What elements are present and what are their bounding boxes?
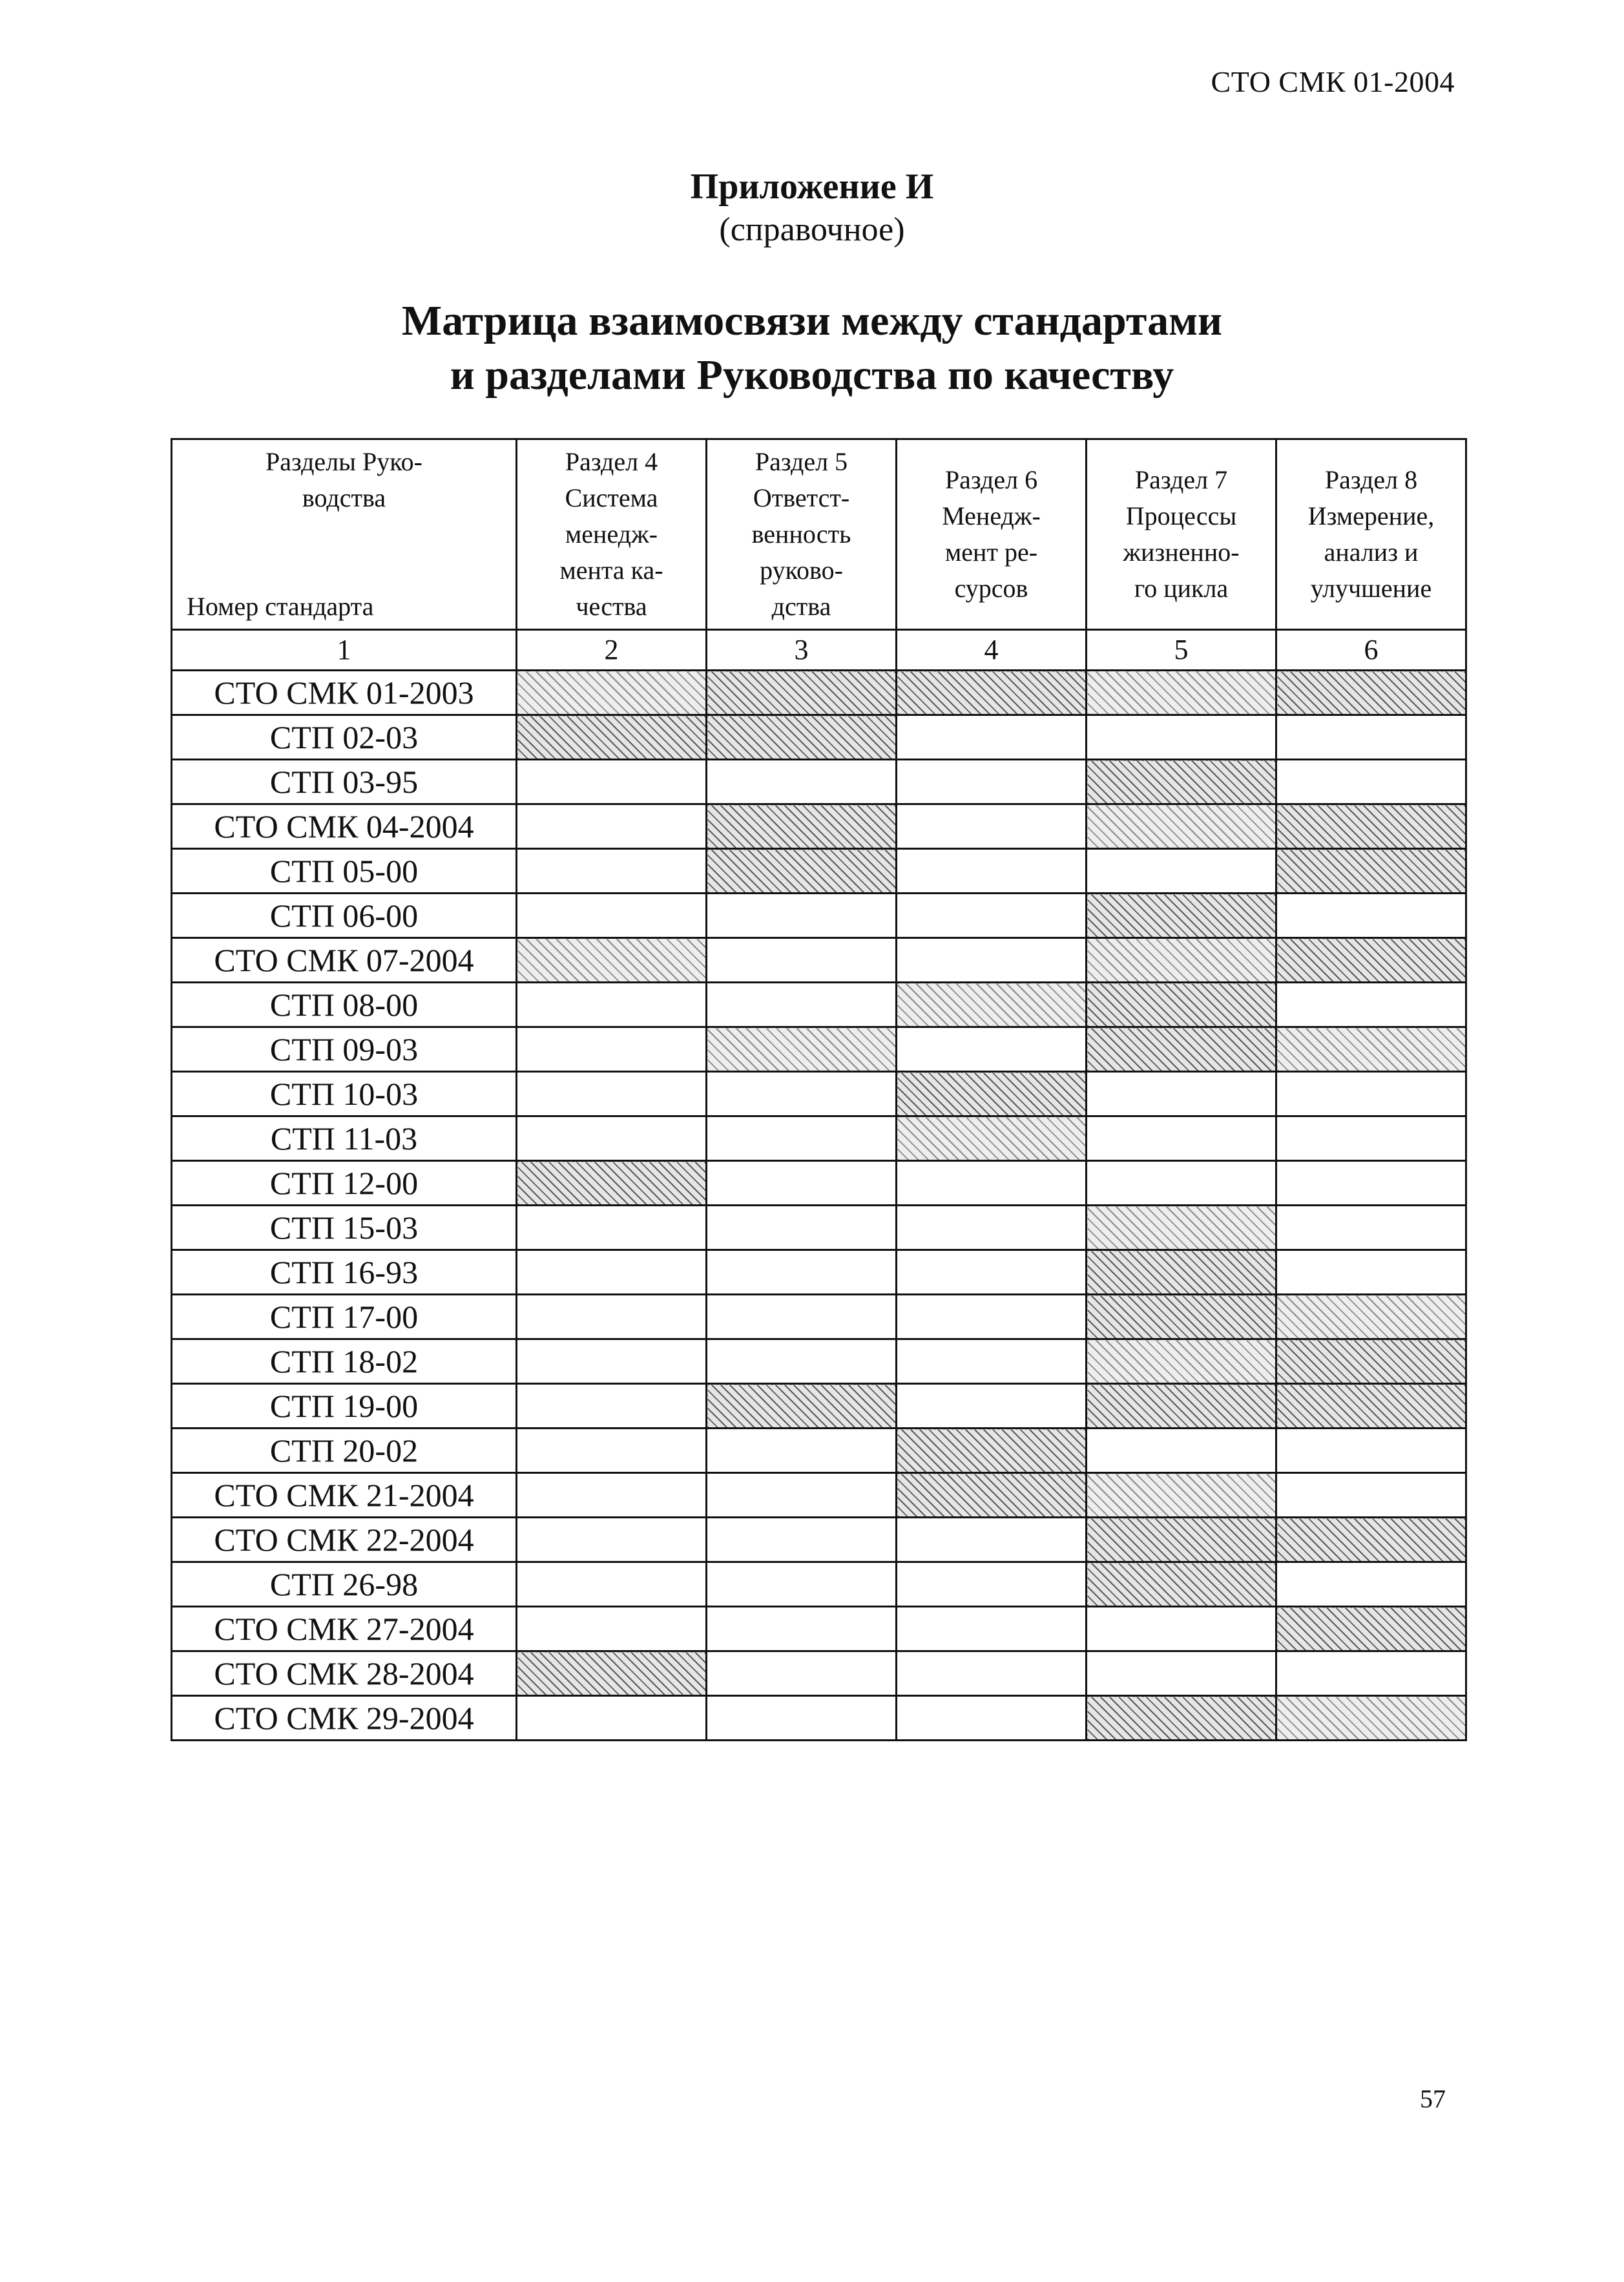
section-header-cell	[1087, 439, 1276, 630]
column-number: 5	[1087, 630, 1276, 671]
empty-relation-cell	[707, 1518, 897, 1562]
empty-relation-cell	[707, 1072, 897, 1116]
table-row	[172, 1518, 1466, 1562]
table-row	[172, 938, 1466, 983]
empty-relation-cell	[897, 1696, 1087, 1741]
empty-relation-cell	[1276, 1473, 1466, 1518]
section-header-cell	[897, 439, 1087, 630]
marked-relation-cell	[1276, 1384, 1466, 1429]
empty-relation-cell	[1276, 1161, 1466, 1206]
table-row	[172, 715, 1466, 760]
column-number: 3	[707, 630, 897, 671]
empty-relation-cell	[897, 1161, 1087, 1206]
standard-number-cell: СТП 11-03	[172, 1116, 517, 1161]
empty-relation-cell	[517, 894, 707, 938]
standard-number-cell: СТО СМК 04-2004	[172, 804, 517, 849]
empty-relation-cell	[1087, 1072, 1276, 1116]
standard-number-cell: СТП 12-00	[172, 1161, 517, 1206]
standard-number-cell: СТП 18-02	[172, 1339, 517, 1384]
marked-relation-cell	[1087, 1250, 1276, 1295]
empty-relation-cell	[897, 760, 1087, 804]
standard-number-cell: СТО СМК 28-2004	[172, 1651, 517, 1696]
matrix-title-line-2: и разделами Руководства по качеству	[450, 351, 1174, 399]
table-row	[172, 1696, 1466, 1741]
table-row	[172, 1651, 1466, 1696]
marked-relation-cell	[517, 938, 707, 983]
standard-number-cell: СТП 09-03	[172, 1027, 517, 1072]
marked-relation-cell	[1087, 1473, 1276, 1518]
appendix-heading	[0, 165, 1624, 251]
standard-number-cell: СТП 10-03	[172, 1072, 517, 1116]
empty-relation-cell	[517, 1562, 707, 1607]
marked-relation-cell	[897, 1429, 1087, 1473]
table-row	[172, 1250, 1466, 1295]
table-row	[172, 671, 1466, 715]
standard-number-cell: СТП 05-00	[172, 849, 517, 894]
empty-relation-cell	[897, 938, 1087, 983]
table-row	[172, 1429, 1466, 1473]
table-row	[172, 1027, 1466, 1072]
matrix-title-line-1: Матрица взаимосвязи между стандартами	[401, 297, 1223, 344]
marked-relation-cell	[897, 1072, 1087, 1116]
corner-standard-label: Номер стандарта	[187, 592, 374, 621]
standard-number-cell: СТП 03-95	[172, 760, 517, 804]
marked-relation-cell	[517, 715, 707, 760]
empty-relation-cell	[1087, 1651, 1276, 1696]
marked-relation-cell	[1087, 983, 1276, 1027]
marked-relation-cell	[1087, 1027, 1276, 1072]
standard-number-cell: СТП 26-98	[172, 1562, 517, 1607]
empty-relation-cell	[1276, 1206, 1466, 1250]
table-row	[172, 1295, 1466, 1339]
section-header-label: Раздел 4 Система менедж- мента ка- чества	[559, 447, 663, 621]
empty-relation-cell	[517, 983, 707, 1027]
empty-relation-cell	[517, 1072, 707, 1116]
marked-relation-cell	[1087, 1295, 1276, 1339]
empty-relation-cell	[897, 804, 1087, 849]
empty-relation-cell	[517, 1696, 707, 1741]
marked-relation-cell	[1087, 1518, 1276, 1562]
marked-relation-cell	[1087, 938, 1276, 983]
table-header-row	[172, 439, 1466, 630]
empty-relation-cell	[897, 1206, 1087, 1250]
table-row	[172, 1161, 1466, 1206]
empty-relation-cell	[897, 1339, 1087, 1384]
marked-relation-cell	[1276, 1339, 1466, 1384]
standard-number-cell: СТП 17-00	[172, 1295, 517, 1339]
marked-relation-cell	[897, 671, 1087, 715]
marked-relation-cell	[1087, 1339, 1276, 1384]
empty-relation-cell	[517, 1295, 707, 1339]
marked-relation-cell	[1087, 671, 1276, 715]
marked-relation-cell	[897, 1473, 1087, 1518]
marked-relation-cell	[707, 804, 897, 849]
table-row	[172, 1384, 1466, 1429]
marked-relation-cell	[517, 671, 707, 715]
empty-relation-cell	[517, 760, 707, 804]
table-row	[172, 1562, 1466, 1607]
table-row	[172, 1072, 1466, 1116]
marked-relation-cell	[1087, 894, 1276, 938]
section-header-label: Раздел 5 Ответст- венность руково- дства	[751, 447, 851, 621]
empty-relation-cell	[1087, 1116, 1276, 1161]
standard-number-cell: СТО СМК 27-2004	[172, 1607, 517, 1651]
empty-relation-cell	[897, 849, 1087, 894]
table-row	[172, 804, 1466, 849]
empty-relation-cell	[517, 1116, 707, 1161]
table-row	[172, 849, 1466, 894]
marked-relation-cell	[897, 1116, 1087, 1161]
empty-relation-cell	[897, 1518, 1087, 1562]
marked-relation-cell	[1276, 1518, 1466, 1562]
empty-relation-cell	[707, 1116, 897, 1161]
marked-relation-cell	[707, 1027, 897, 1072]
empty-relation-cell	[707, 1696, 897, 1741]
empty-relation-cell	[517, 1607, 707, 1651]
standard-number-cell: СТП 02-03	[172, 715, 517, 760]
marked-relation-cell	[707, 1384, 897, 1429]
marked-relation-cell	[517, 1161, 707, 1206]
column-number: 4	[897, 630, 1087, 671]
empty-relation-cell	[517, 1339, 707, 1384]
empty-relation-cell	[897, 1607, 1087, 1651]
empty-relation-cell	[1276, 1651, 1466, 1696]
empty-relation-cell	[1276, 1072, 1466, 1116]
table-row	[172, 1116, 1466, 1161]
empty-relation-cell	[707, 1607, 897, 1651]
column-number-row	[172, 630, 1466, 671]
empty-relation-cell	[897, 1250, 1087, 1295]
matrix-body	[172, 671, 1466, 1741]
corner-header-cell	[172, 439, 517, 630]
marked-relation-cell	[707, 849, 897, 894]
standard-number-cell: СТО СМК 21-2004	[172, 1473, 517, 1518]
standard-number-cell: СТП 08-00	[172, 983, 517, 1027]
table-row	[172, 1473, 1466, 1518]
table-row	[172, 983, 1466, 1027]
empty-relation-cell	[897, 1027, 1087, 1072]
empty-relation-cell	[707, 1429, 897, 1473]
empty-relation-cell	[1276, 1116, 1466, 1161]
empty-relation-cell	[897, 1562, 1087, 1607]
empty-relation-cell	[707, 938, 897, 983]
empty-relation-cell	[707, 1295, 897, 1339]
empty-relation-cell	[517, 1429, 707, 1473]
empty-relation-cell	[707, 1339, 897, 1384]
empty-relation-cell	[1276, 1429, 1466, 1473]
empty-relation-cell	[707, 1651, 897, 1696]
marked-relation-cell	[707, 715, 897, 760]
standards-matrix-table	[171, 438, 1467, 1741]
standard-number-cell: СТО СМК 29-2004	[172, 1696, 517, 1741]
empty-relation-cell	[707, 1473, 897, 1518]
empty-relation-cell	[1087, 1429, 1276, 1473]
marked-relation-cell	[1276, 1295, 1466, 1339]
standard-number-cell: СТП 15-03	[172, 1206, 517, 1250]
marked-relation-cell	[517, 1651, 707, 1696]
table-row	[172, 760, 1466, 804]
empty-relation-cell	[707, 1250, 897, 1295]
empty-relation-cell	[707, 760, 897, 804]
empty-relation-cell	[517, 1384, 707, 1429]
table-row	[172, 1206, 1466, 1250]
section-header-cell	[517, 439, 707, 630]
marked-relation-cell	[707, 671, 897, 715]
section-header-cell	[707, 439, 897, 630]
document-code: СТО СМК 01-2004	[1211, 65, 1455, 98]
empty-relation-cell	[517, 849, 707, 894]
empty-relation-cell	[517, 1206, 707, 1250]
marked-relation-cell	[1276, 1696, 1466, 1741]
column-number: 2	[517, 630, 707, 671]
empty-relation-cell	[1276, 983, 1466, 1027]
section-header-label: Раздел 7 Процессы жизненно- го цикла	[1123, 465, 1240, 603]
marked-relation-cell	[1087, 760, 1276, 804]
empty-relation-cell	[897, 894, 1087, 938]
column-number: 1	[172, 630, 517, 671]
standard-number-cell: СТО СМК 22-2004	[172, 1518, 517, 1562]
empty-relation-cell	[517, 804, 707, 849]
empty-relation-cell	[707, 1206, 897, 1250]
empty-relation-cell	[1087, 715, 1276, 760]
empty-relation-cell	[707, 1161, 897, 1206]
marked-relation-cell	[1087, 1384, 1276, 1429]
empty-relation-cell	[517, 1027, 707, 1072]
empty-relation-cell	[897, 1295, 1087, 1339]
empty-relation-cell	[897, 715, 1087, 760]
empty-relation-cell	[707, 983, 897, 1027]
empty-relation-cell	[707, 1562, 897, 1607]
section-header-label: Раздел 8 Измерение, анализ и улучшение	[1307, 465, 1435, 603]
column-number: 6	[1276, 630, 1466, 671]
standard-number-cell: СТП 19-00	[172, 1384, 517, 1429]
standard-number-cell: СТП 20-02	[172, 1429, 517, 1473]
empty-relation-cell	[1087, 849, 1276, 894]
standard-number-cell: СТП 16-93	[172, 1250, 517, 1295]
marked-relation-cell	[1276, 1027, 1466, 1072]
marked-relation-cell	[1087, 1562, 1276, 1607]
empty-relation-cell	[517, 1250, 707, 1295]
corner-sections-label: Разделы Руко- водства	[265, 447, 422, 512]
standard-number-cell: СТО СМК 07-2004	[172, 938, 517, 983]
marked-relation-cell	[1276, 938, 1466, 983]
empty-relation-cell	[517, 1518, 707, 1562]
marked-relation-cell	[1276, 849, 1466, 894]
empty-relation-cell	[1276, 715, 1466, 760]
matrix-title	[0, 294, 1624, 403]
standard-number-cell: СТО СМК 01-2003	[172, 671, 517, 715]
empty-relation-cell	[897, 1384, 1087, 1429]
empty-relation-cell	[1276, 894, 1466, 938]
marked-relation-cell	[1087, 804, 1276, 849]
marked-relation-cell	[1276, 1607, 1466, 1651]
marked-relation-cell	[897, 983, 1087, 1027]
table-row	[172, 1607, 1466, 1651]
page-number: 57	[1420, 2084, 1446, 2113]
empty-relation-cell	[1276, 1562, 1466, 1607]
empty-relation-cell	[1087, 1607, 1276, 1651]
empty-relation-cell	[1276, 1250, 1466, 1295]
marked-relation-cell	[1087, 1696, 1276, 1741]
section-header-cell	[1276, 439, 1466, 630]
table-row	[172, 1339, 1466, 1384]
empty-relation-cell	[1087, 1161, 1276, 1206]
empty-relation-cell	[517, 1473, 707, 1518]
empty-relation-cell	[1276, 760, 1466, 804]
section-header-label: Раздел 6 Менедж- мент ре- сурсов	[942, 465, 1041, 603]
table-row	[172, 894, 1466, 938]
empty-relation-cell	[707, 894, 897, 938]
standard-number-cell: СТП 06-00	[172, 894, 517, 938]
appendix-subtitle: (справочное)	[719, 211, 905, 248]
appendix-title: Приложение И	[690, 167, 934, 207]
empty-relation-cell	[897, 1651, 1087, 1696]
marked-relation-cell	[1087, 1206, 1276, 1250]
marked-relation-cell	[1276, 671, 1466, 715]
marked-relation-cell	[1276, 804, 1466, 849]
